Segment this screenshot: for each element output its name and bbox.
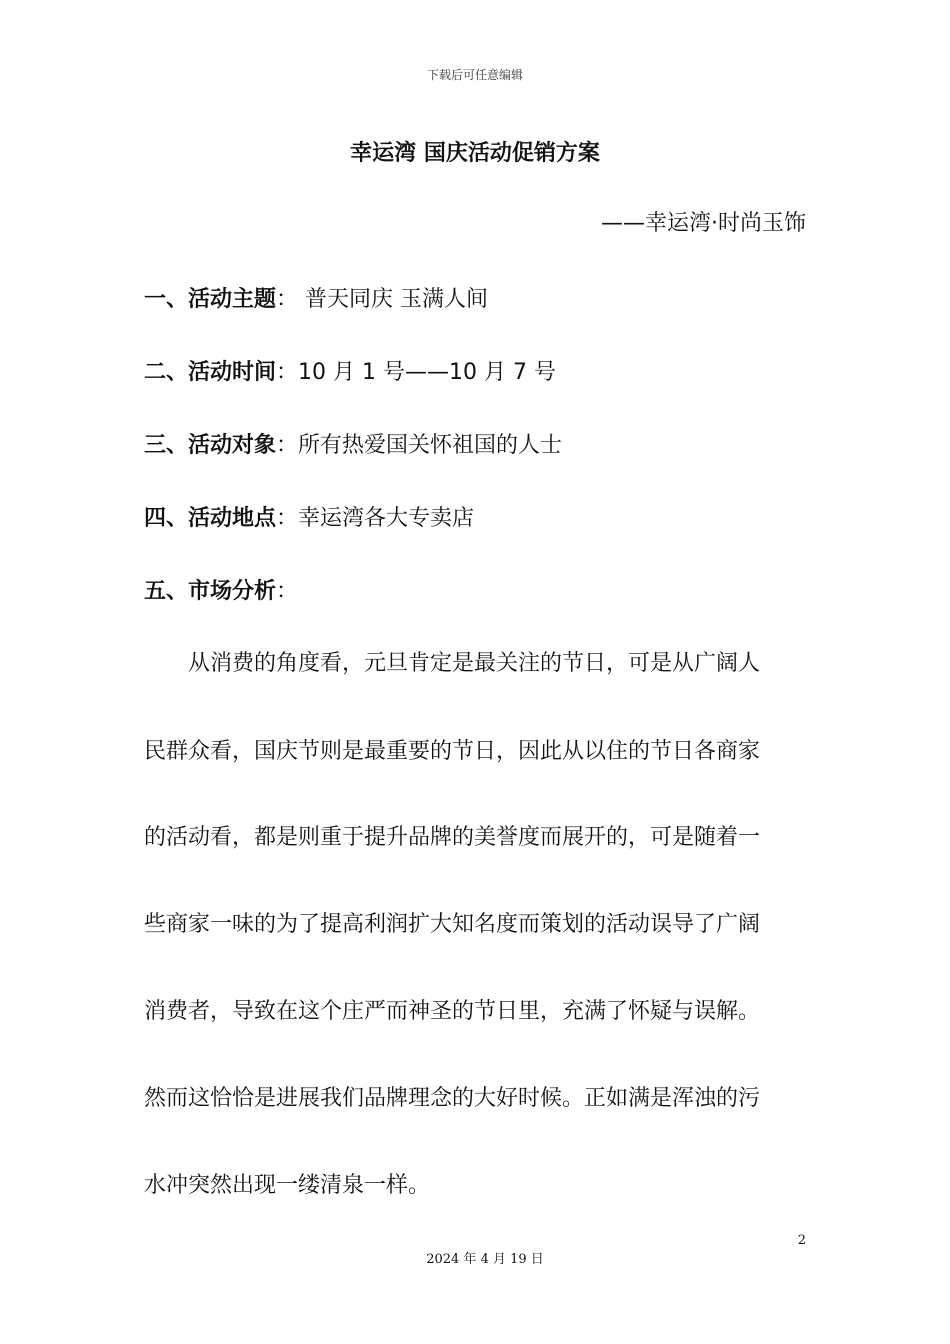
section-value: 普天同庆 玉满人间 [305, 287, 489, 312]
section-location [144, 501, 474, 532]
paragraph-line: 的活动看，都是则重于提升品牌的美誉度而展开的，可是随着一 [144, 825, 761, 850]
section-separator: ： [276, 506, 299, 531]
footer-date: 2024 年 4 月 19 日 [426, 1252, 544, 1267]
document-title: 幸运湾 国庆活动促销方案 [350, 141, 600, 166]
paragraph-line: 民群众看，国庆节则是最重要的节日，因此从以住的节日各商家 [144, 739, 761, 764]
section-theme [144, 282, 488, 313]
section-value: 10 月 1 号——10 月 7 号 [298, 360, 556, 385]
section-label: 二、活动时间 [144, 360, 277, 385]
section-separator: ： [276, 579, 299, 604]
section-market-analysis [144, 574, 298, 605]
document-subtitle: ——幸运湾·时尚玉饰 [601, 211, 806, 236]
section-label: 三、活动对象 [144, 433, 277, 458]
section-label: 一、活动主题 [144, 287, 277, 312]
section-time [144, 355, 556, 386]
section-separator: ： [276, 287, 299, 312]
section-value: 所有热爱国关怀祖国的人士 [298, 433, 563, 458]
paragraph-line: 然而这恰恰是进展我们品牌理念的大好时候。正如满是浑浊的污 [144, 1086, 761, 1111]
section-value: 幸运湾各大专卖店 [298, 506, 475, 531]
section-audience [144, 428, 562, 459]
paragraph-line: 消费者，导致在这个庄严而神圣的节日里，充满了怀疑与误解。 [144, 999, 761, 1024]
section-separator: ： [276, 433, 299, 458]
paragraph-line: 些商家一味的为了提高利润扩大知名度而策划的活动误导了广阔 [144, 912, 761, 937]
section-separator: ： [276, 360, 299, 385]
paragraph-line: 从消费的角度看，元旦肯定是最关注的节日，可是从广阔人 [188, 651, 761, 676]
page-number: 2 [797, 1233, 806, 1248]
paragraph-line: 水冲突然出现一缕清泉一样。 [144, 1173, 431, 1198]
section-label: 五、市场分析 [144, 579, 277, 604]
header-note: 下载后可任意编辑 [426, 68, 523, 82]
section-label: 四、活动地点 [144, 506, 277, 531]
